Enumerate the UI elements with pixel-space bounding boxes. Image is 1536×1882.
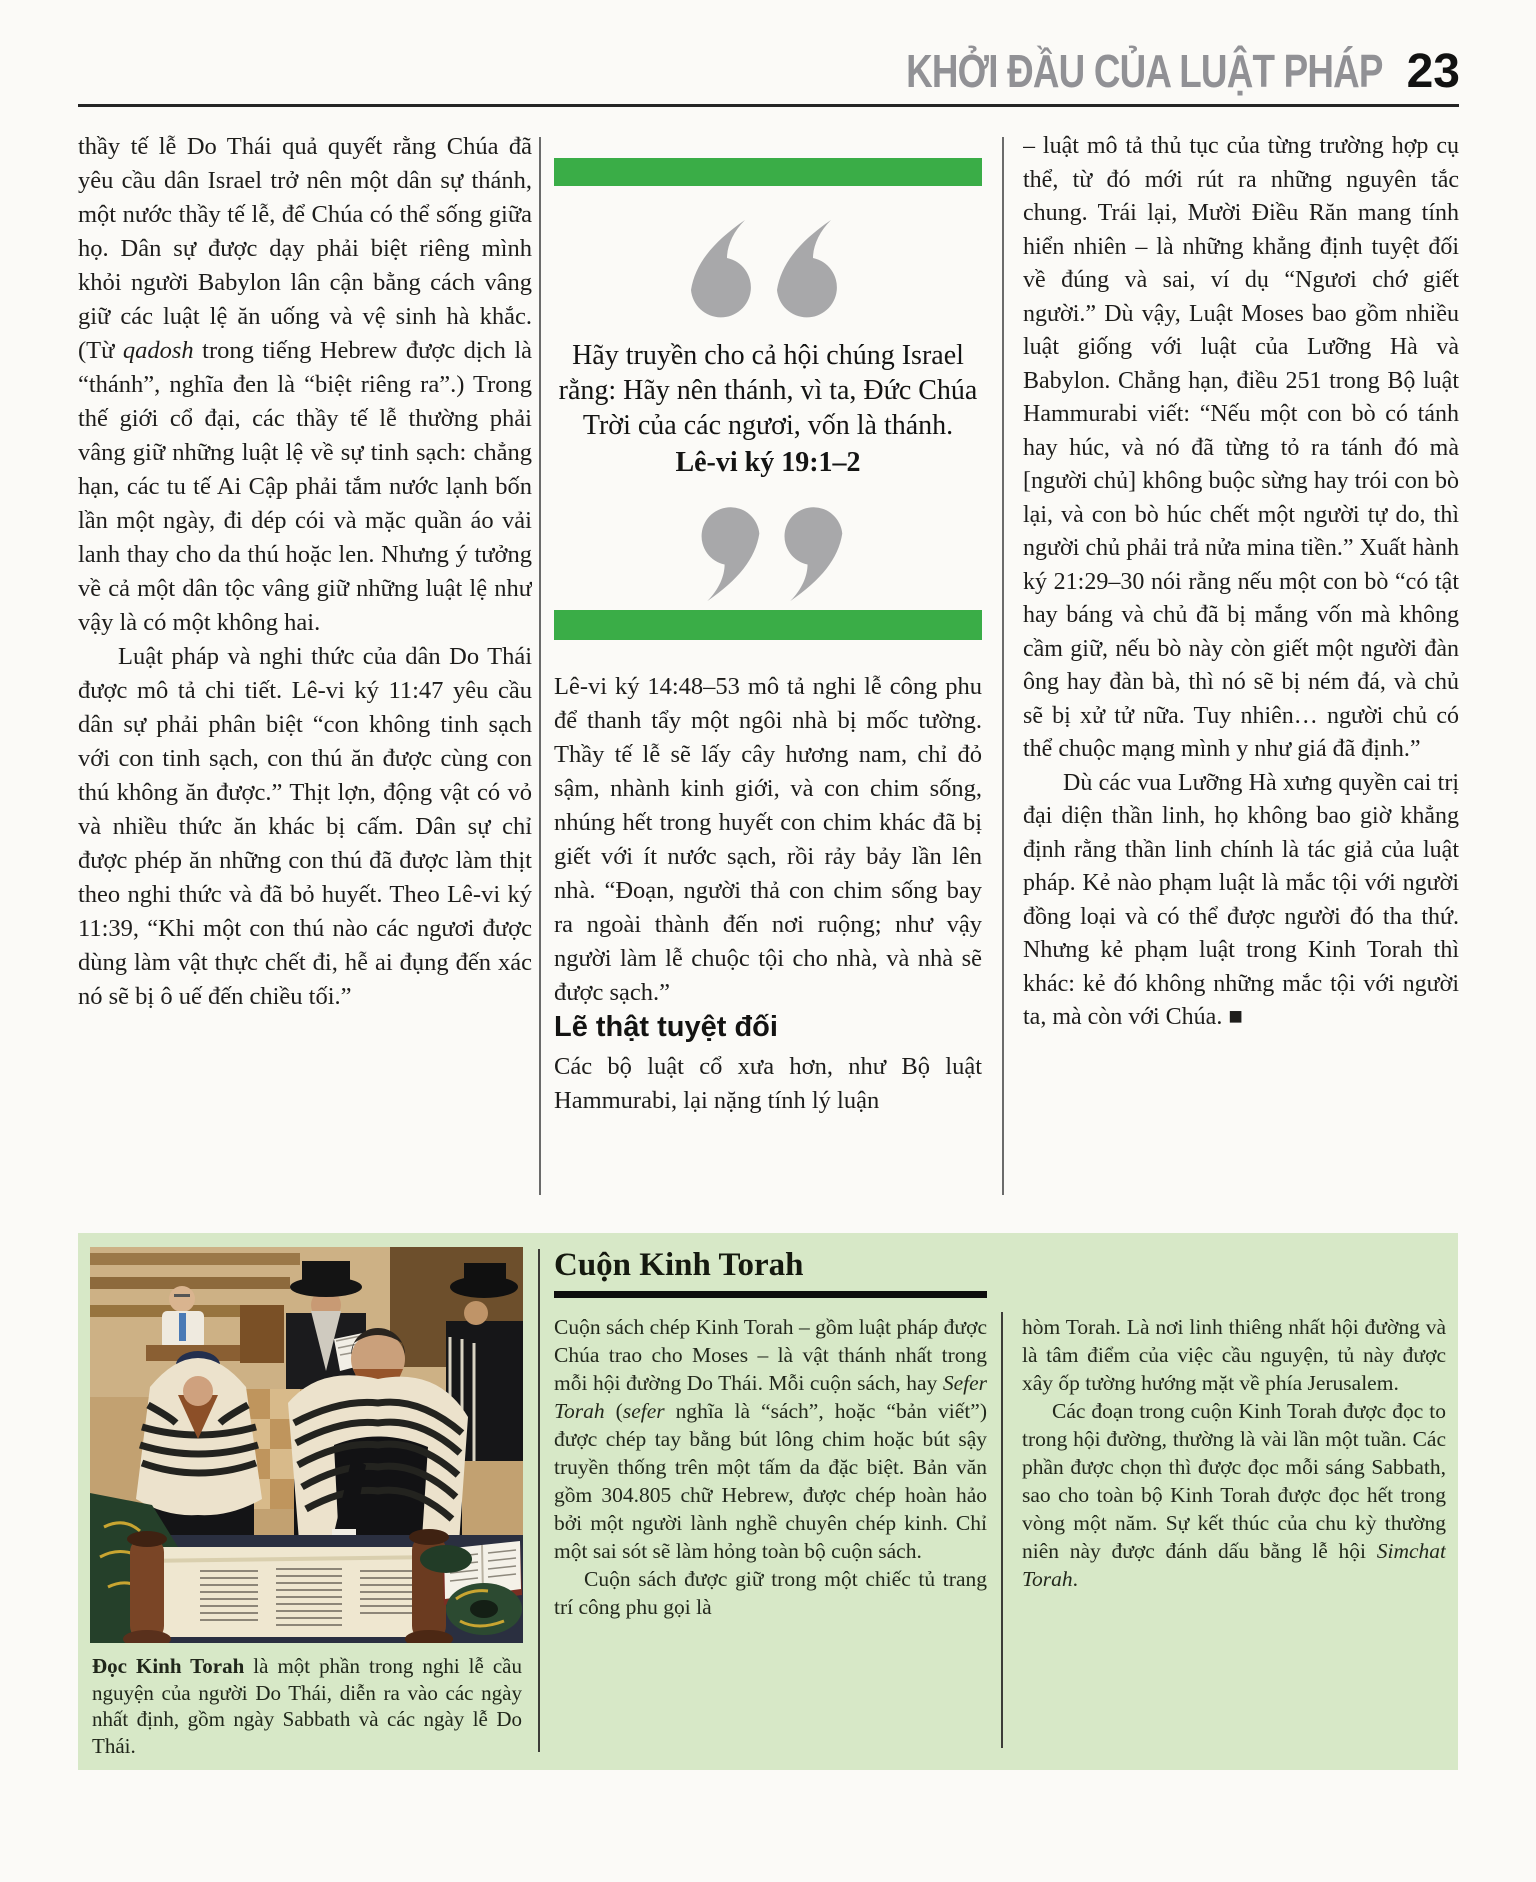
paragraph: Các bộ luật cổ xưa hơn, như Bộ luật Hammurabi, lại nặng tính lý luận <box>554 1053 982 1114</box>
paragraph: Các đoạn trong cuộn Kinh Torah được đọc to trong hội đường, thường là vài lần một tuần. Các phần được chọn thì được đọc mỗi sáng Sabbath, sao cho toàn bộ Kinh Torah được đọc hết trong vòng một năm. Sự kết thúc của chu kỳ thường niên này được đánh dấu bằng lễ hội Simchat Torah. <box>1022 1399 1446 1591</box>
sidebar-title: Cuộn Kinh Torah <box>554 1247 804 1283</box>
paragraph: – luật mô tả thủ tục của từng trường hợp cụ thể, từ đó mới rút ra những nguyên tắc chung. Trái lại, Mười Điều Răn mang tính hiển nhiên – là những khẳng định tuyệt đối về đúng và sai, ví dụ “Ngươi chớ giết người.” Dù vậy, Luật Moses bao gồm nhiều luật giống với luật của Lưỡng Hà và Babylon. Chẳng hạn, điều 251 trong Bộ luật Hammurabi viết: “Nếu một con bò có tánh hay húc, và nó đã từng tỏ ra tánh đó mà [người chủ] không buộc sừng hay trói con bò lại, và con bò húc chết một người tự do, thì người chủ phải trả nửa mina tiền.” Xuất hành ký 21:29–30 nói rằng nếu một con bò “có tật hay báng và chủ đã bị mắng vốn mà không cầm giữ, nếu bò này còn giết một người đàn ông hay đàn bà, thì nó sẽ bị ném đá, và chủ sẽ bị xử tử nữa. Tuy nhiên… người chủ có thể chuộc mạng mình y như giá đã định.” <box>1023 133 1459 762</box>
sidebar-column-1 <box>554 1313 987 1751</box>
paragraph: Dù các vua Lưỡng Hà xưng quyền cai trị đại diện thần linh, họ không bao giờ khẳng định rằng thần linh chính là tác giả của luật pháp. Kẻ nào phạm luật là mắc tội với người đồng loại và có thể được người đó tha thứ. Nhưng kẻ phạm luật trong Kinh Torah thì khác: kẻ đó không những mắc tội với người ta, mà còn với Chúa. ■ <box>1023 769 1459 1030</box>
pull-quote: Hãy truyền cho cả hội chúng Israel rằng: Hãy nên thánh, vì ta, Đức Chúa Trời của các ngươi, vốn là thánh. <box>558 340 978 441</box>
green-accent-bar <box>554 610 982 640</box>
sidebar-column-2 <box>1022 1313 1446 1751</box>
sidebar-divider <box>538 1249 540 1752</box>
column-divider <box>539 137 541 1195</box>
chapter-title: KHỞI ĐẦU CỦA LUẬT PHÁP <box>906 45 1383 97</box>
caption-text: là một phần trong nghi lễ cầu nguyện của người Do Thái, diễn ra vào các ngày nhất định, gồm ngày Sabbath và các ngày lễ Do Thái. <box>92 1654 523 1758</box>
text-column-2 <box>554 132 982 1230</box>
sidebar-title-rule <box>554 1291 987 1298</box>
pull-quote-citation: Lê-vi ký 19:1–2 <box>675 447 861 478</box>
text-column-3 <box>1023 130 1459 1225</box>
photo-caption <box>92 1653 522 1759</box>
section-heading: Lẽ thật tuyệt đối <box>554 1011 778 1043</box>
column-divider <box>1002 137 1004 1195</box>
torah-reading-photo <box>90 1247 523 1643</box>
sidebar-divider <box>1001 1312 1003 1748</box>
paragraph: Luật pháp và nghi thức của dân Do Thái được mô tả chi tiết. Lê-vi ký 11:47 yêu cầu dân sự phải phân biệt “con không tinh sạch với con tinh sạch, con thú ăn được cùng con thú không ăn được.” Thịt lợn, động vật có vỏ và nhiều thức ăn khác bị cấm. Dân sự chỉ được phép ăn những con thú đã được làm thịt theo nghi thức và đã bỏ huyết. Theo Lê-vi ký 11:39, “Khi một con thú nào các ngươi được dùng làm vật thực chết đi, hễ ai đụng đến xác nó sẽ bị ô uế đến chiều tối.” <box>78 643 532 1010</box>
running-head <box>787 44 1460 99</box>
torah-scroll-sidebar <box>78 1233 1458 1770</box>
page-number: 23 <box>1406 45 1460 98</box>
open-quote-icon <box>554 214 982 330</box>
paragraph: Lê-vi ký 14:48–53 mô tả nghi lễ công phu để thanh tẩy một ngôi nhà bị mốc tường. Thầy tế lễ sẽ lấy cây hương nam, chỉ đỏ sậm, nhành kinh giới, và con chim sống, nhúng hết trong huyết con chim khác đã bị giết với ít nước sạch, rồi rảy bảy lần lên nhà. “Đoạn, người thả con chim sống bay ra ngoài thành đến nơi ruộng; như vậy người làm lễ chuộc tội cho nhà, và nhà sẽ được sạch.” <box>554 673 982 1006</box>
paragraph: thầy tế lễ Do Thái quả quyết rằng Chúa đã yêu cầu dân Israel trở nên một dân sự thánh, một nước thầy tế lễ, để Chúa có thể sống giữa họ. Dân sự được dạy phải biệt riêng mình khỏi người Babylon lân cận bằng cách vâng giữ các luật lệ ăn uống và vệ sinh hà khắc. (Từ qadosh trong tiếng Hebrew được dịch là “thánh”, nghĩa đen là “biệt riêng ra”.) Trong thế giới cổ đại, các thầy tế lễ thường phải vâng giữ những luật lệ về sự tinh sạch: chẳng hạn, các tu tế Ai Cập phải tắm nước lạnh bốn lần một ngày, đi dép cói và mặc quần áo vải lanh thay cho da thú hoặc len. Nhưng ý tưởng về cả một dân tộc vâng giữ những luật lệ như vậy là có một không hai. <box>78 133 532 636</box>
paragraph: Cuộn sách được giữ trong một chiếc tủ trang trí công phu gọi là <box>554 1567 987 1619</box>
caption-lead: Đọc Kinh Torah <box>92 1654 245 1678</box>
paragraph: Cuộn sách chép Kinh Torah – gồm luật pháp được Chúa trao cho Moses – là vật thánh nhất trong mỗi hội đường Do Thái. Mỗi cuộn sách, hay Sefer Torah (sefer nghĩa là “sách”, hoặc “bản viết”) được chép tay bằng bút lông chim hoặc bút sậy truyền thống trên một tấm da đặc biệt. Bản văn gồm 304.805 chữ Hebrew, được chép hoàn hảo bởi một người lành nghề chuyên chép kinh. Chỉ một sai sót sẽ làm hỏng toàn bộ cuộn sách. <box>554 1315 987 1563</box>
paragraph: hòm Torah. Là nơi linh thiêng nhất hội đường và là tâm điểm của việc cầu nguyện, tủ này được xây ốp tường hướng mặt về phía Jerusalem. <box>1022 1315 1446 1395</box>
header-rule <box>78 104 1459 107</box>
green-accent-bar <box>554 158 982 186</box>
close-quote-icon <box>554 496 982 606</box>
text-column-1 <box>78 130 532 1215</box>
